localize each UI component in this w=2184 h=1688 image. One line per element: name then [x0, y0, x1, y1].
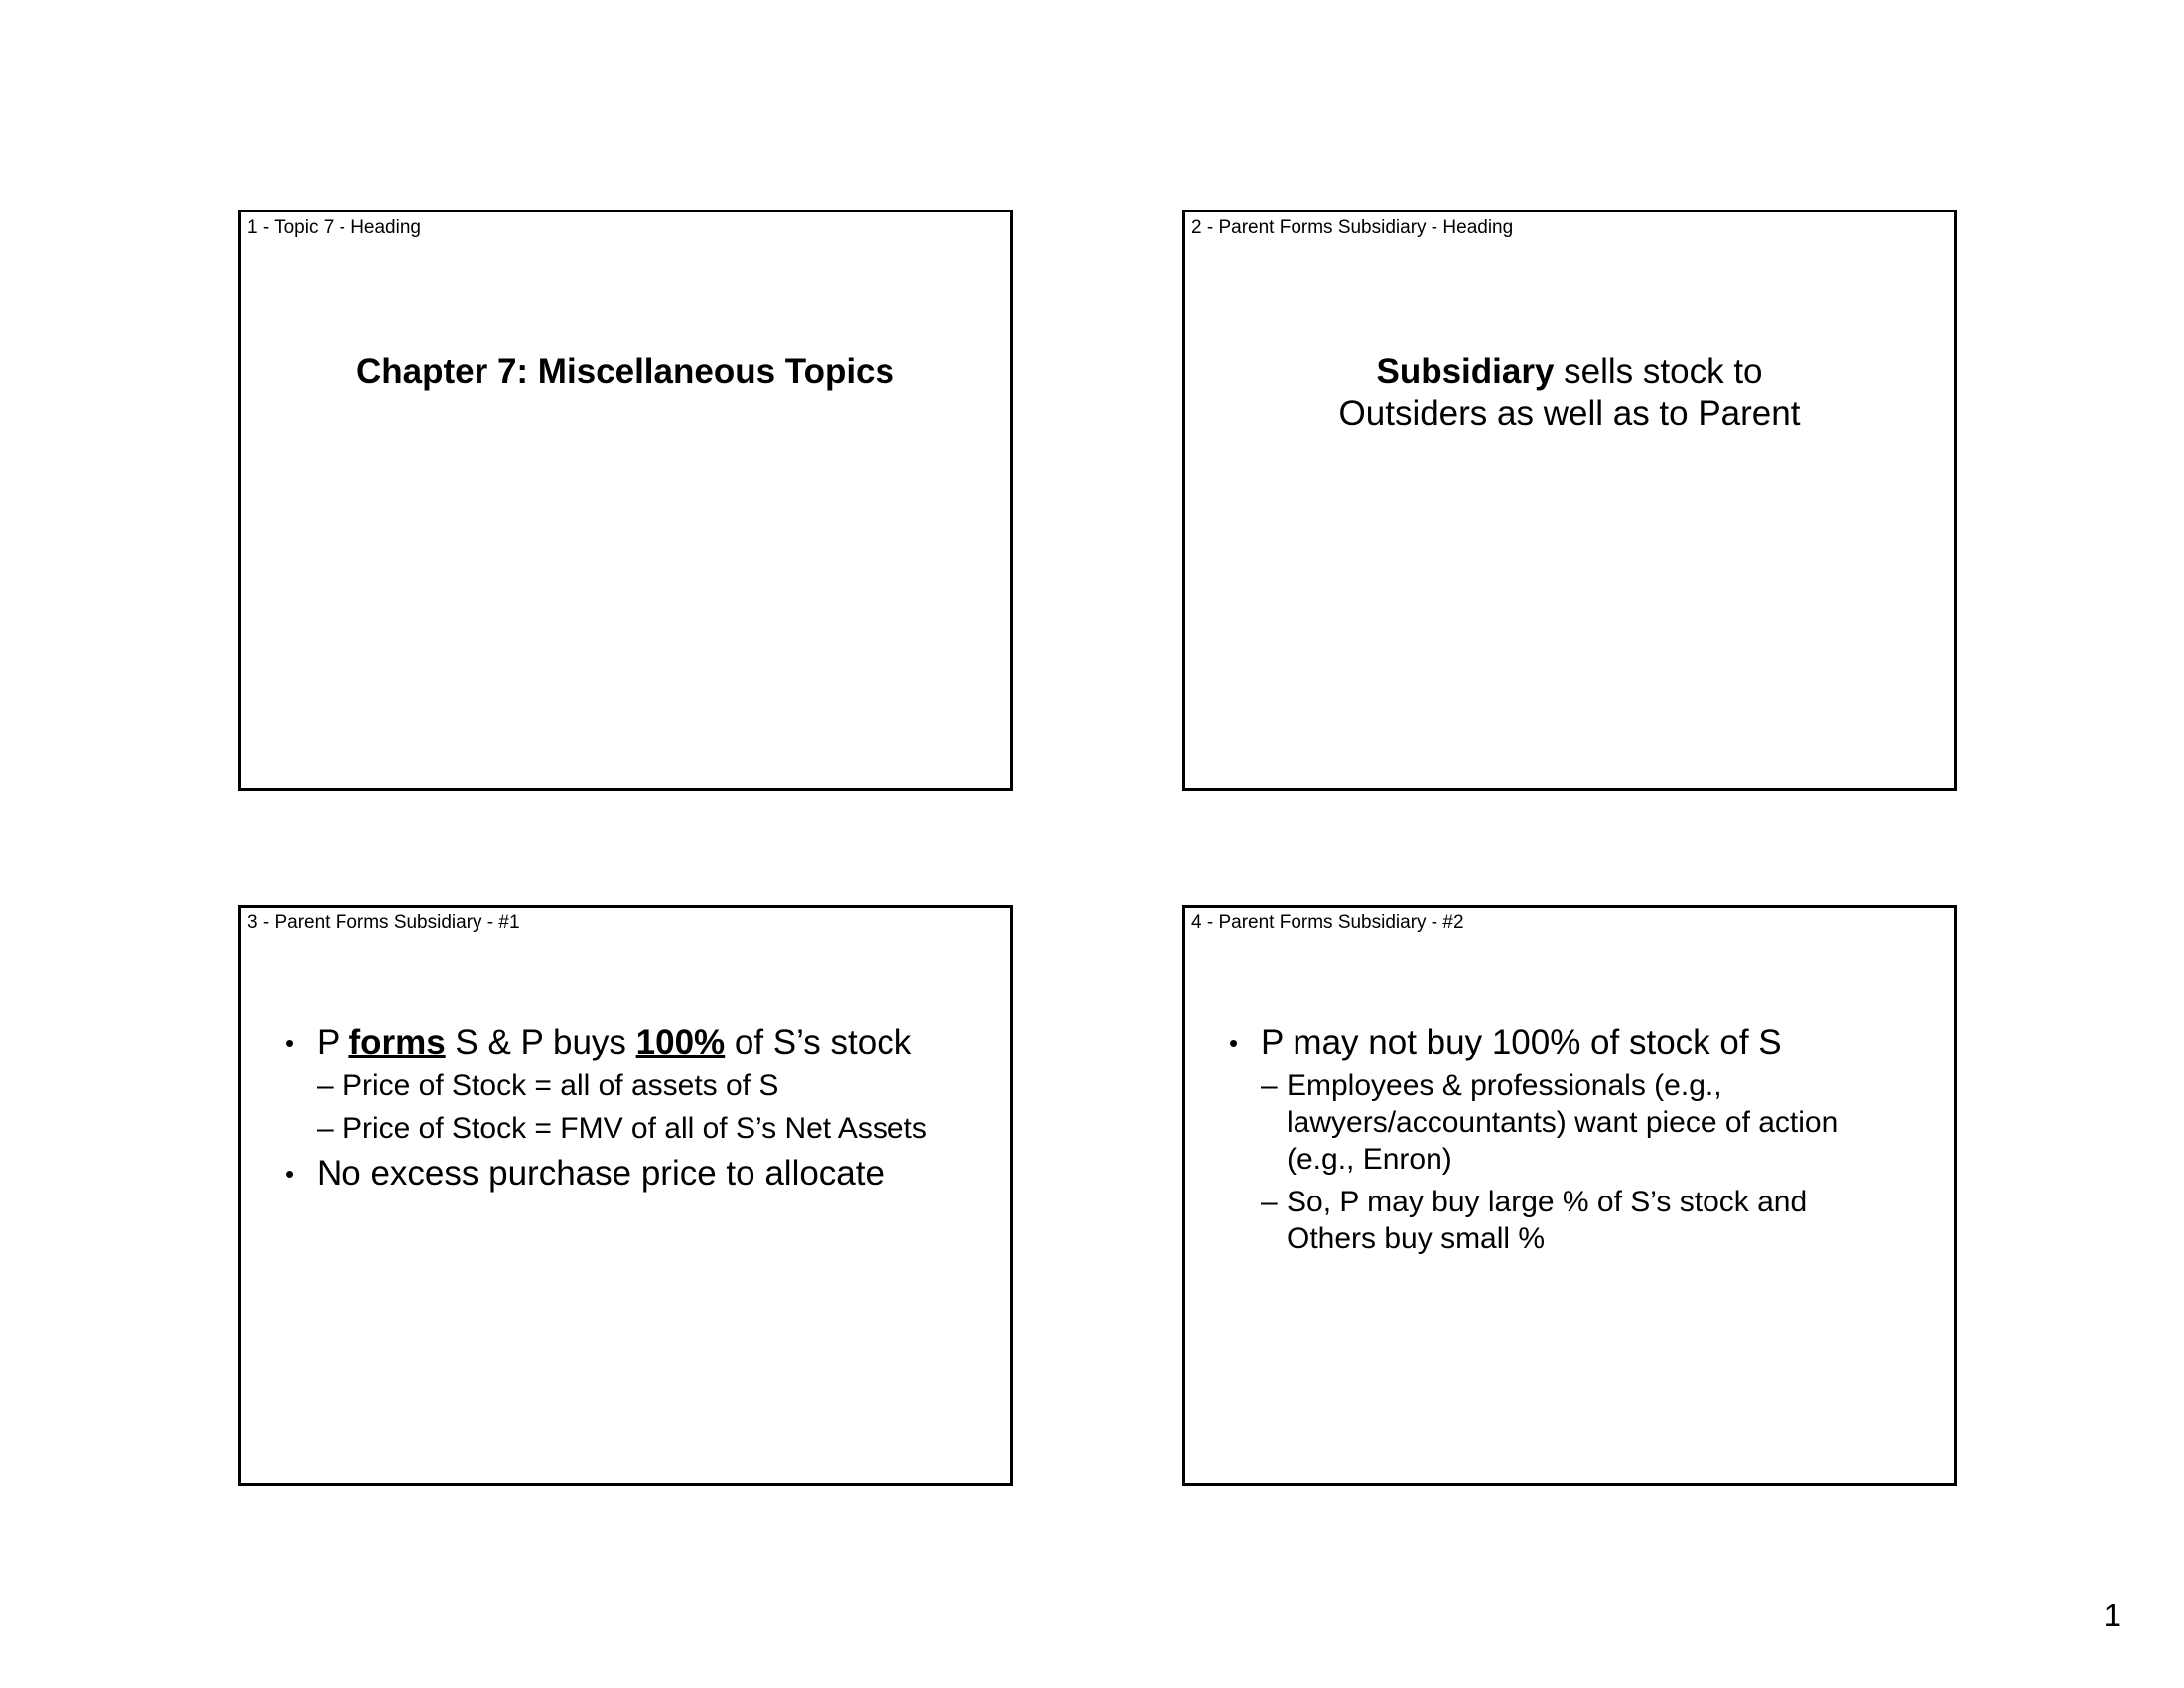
dash-glyph: –	[1261, 1069, 1278, 1102]
sub-bullet-text: Employees & professionals (e.g., lawyers/accountants) want piece of action (e.g., Enron)	[1287, 1069, 1839, 1176]
bullet-item	[1229, 1022, 1934, 1063]
bullet-glyph: •	[285, 1159, 295, 1189]
bullet-item	[285, 1153, 990, 1195]
bullet-list	[1229, 1022, 1934, 1263]
bullet-item	[285, 1022, 990, 1063]
sub-bullet-item	[1229, 1067, 1843, 1178]
slide-title-line-2: Outsiders as well as to Parent	[1338, 394, 1801, 433]
sub-bullet-item	[285, 1110, 990, 1147]
slide-label: 3 - Parent Forms Subsidiary - #1	[247, 913, 520, 933]
bullet-glyph: •	[285, 1028, 295, 1057]
slide-title	[241, 352, 1010, 393]
sub-bullet-item	[285, 1067, 990, 1104]
sub-bullet-text: Price of Stock = all of assets of S	[342, 1069, 779, 1102]
slide-label: 4 - Parent Forms Subsidiary - #2	[1191, 913, 1464, 933]
dash-glyph: –	[317, 1069, 334, 1102]
page-number: 1	[2103, 1597, 2121, 1633]
dash-glyph: –	[1261, 1186, 1278, 1218]
bullet-emphasis-forms: forms	[348, 1023, 446, 1061]
slide-title	[1185, 352, 1954, 435]
sub-bullet-item	[1229, 1184, 1843, 1257]
slide-1	[238, 210, 1013, 791]
bullet-text: P may not buy 100% of stock of S	[1261, 1023, 1782, 1061]
slide-title-text: Chapter 7: Miscellaneous Topics	[356, 352, 894, 391]
dash-glyph: –	[317, 1112, 334, 1145]
slide-title-rest: sells stock to	[1554, 352, 1763, 391]
slide-4	[1182, 905, 1957, 1486]
bullet-text: No excess purchase price to allocate	[317, 1154, 885, 1193]
slide-label: 2 - Parent Forms Subsidiary - Heading	[1191, 217, 1514, 238]
sub-bullet-text: Price of Stock = FMV of all of S’s Net Assets	[342, 1112, 927, 1145]
sub-bullet-text: So, P may buy large % of S’s stock and Others buy small %	[1287, 1186, 1808, 1255]
slide-label: 1 - Topic 7 - Heading	[247, 217, 421, 238]
bullet-emphasis-percent: 100%	[635, 1023, 726, 1061]
bullet-glyph: •	[1229, 1028, 1239, 1057]
bullet-list	[285, 1022, 990, 1198]
bullet-text-part: S & P buys	[445, 1023, 636, 1061]
slide-2	[1182, 210, 1957, 791]
slide-title-bold: Subsidiary	[1376, 352, 1555, 391]
slide-3	[238, 905, 1013, 1486]
bullet-text-part: P	[317, 1023, 349, 1061]
bullet-text-part: of S’s stock	[725, 1023, 912, 1061]
slide-title-line-1	[1185, 352, 1954, 393]
